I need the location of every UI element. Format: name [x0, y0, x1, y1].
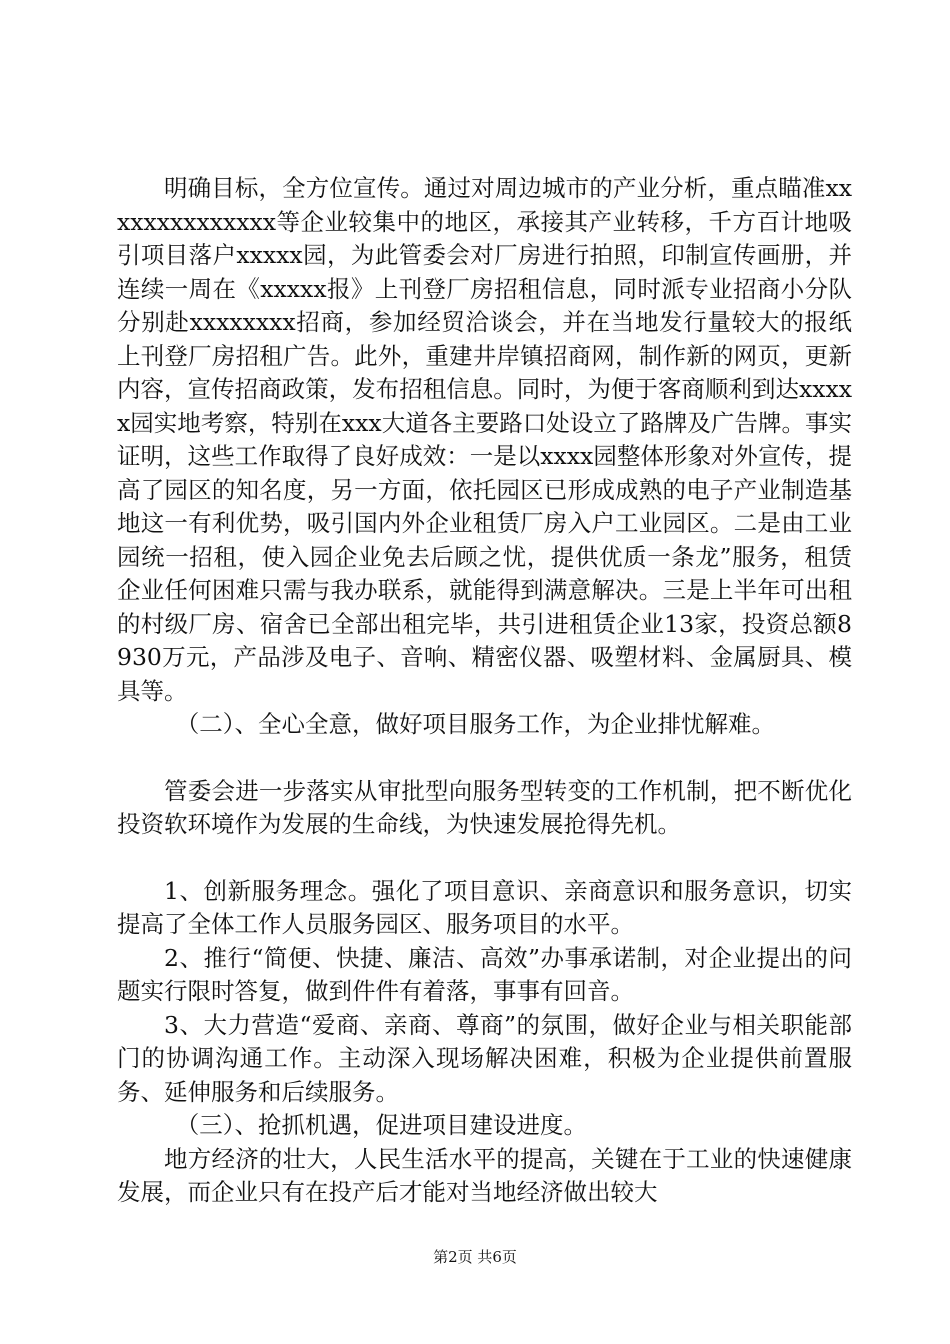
list-item-service-concept: 1、创新服务理念。强化了项目意识、亲商意识和服务意识，切实提高了全体工作人员服务园区、服务项目的水平。 — [117, 876, 852, 938]
list-item-business-atmosphere: 3、大力营造“爱商、亲商、尊商”的氛围，做好企业与相关职能部门的协调沟通工作。主动深入现场解决困难，积极为企业提供前置服务、延伸服务和后续服务。 — [117, 1010, 852, 1106]
paragraph-local-economy: 地方经济的壮大，人民生活水平的提高，关键在于工业的快速健康发展，而企业只有在投产后才能对当地经济做出较大 — [117, 1144, 852, 1206]
document-body — [117, 172, 852, 1210]
list-item-commitment-system: 2、推行“简便、快捷、廉洁、高效”办事承诺制，对企业提出的问题实行限时答复，做到件件有着落，事事有回音。 — [117, 943, 852, 1005]
page-number-footer: 第2页 共6页 — [433, 1248, 517, 1266]
paragraph-management-committee: 管委会进一步落实从审批型向服务型转变的工作机制，把不断优化投资软环境作为发展的生命线，为快速发展抢得先机。 — [117, 776, 852, 838]
section-heading-three: （三）、抢抓机遇，促进项目建设进度。 — [175, 1111, 587, 1139]
paragraph-publicity: 明确目标，全方位宣传。通过对周边城市的产业分析，重点瞄准xxxxxxxxxxxxxx等企业较集中的地区，承接其产业转移，千方百计地吸引项目落户xxxxx园，为此管委会对厂房进行拍照，印制宣传画册，并连续一周在《xxxxx报》上刊登厂房招租信息，同时派专业招商小分队分别赴xxxxxxxx招商，参加经贸洽谈会，并在当地发行量较大的报纸上刊登厂房招租广告。此外，重建井岸镇招商网，制作新的网页，更新内容，宣传招商政策，发布招租信息。同时，为便于客商顺利到达xxxxx园实地考察，特别在xxx大道各主要路口处设立了路牌及广告牌。事实证明，这些工作取得了良好成效：一是以xxxx园整体形象对外宣传，提高了园区的知名度，另一方面，依托园区已形成成熟的电子产业制造基地这一有利优势，吸引国内外企业租赁厂房入户工业园区。二是由工业园统一招租，使入园企业免去后顾之忧，提供优质一条龙”服务，租赁企业任何困难只需与我办联系，就能得到满意解决。三是上半年可出租的村级厂房、宿舍已全部出租完毕，共引进租赁企业13家，投资总额8930万元，产品涉及电子、音响、精密仪器、吸塑材料、金属厨具、模具等。 — [117, 174, 852, 705]
section-heading-two: （二）、全心全意，做好项目服务工作，为企业排忧解难。 — [175, 710, 775, 738]
